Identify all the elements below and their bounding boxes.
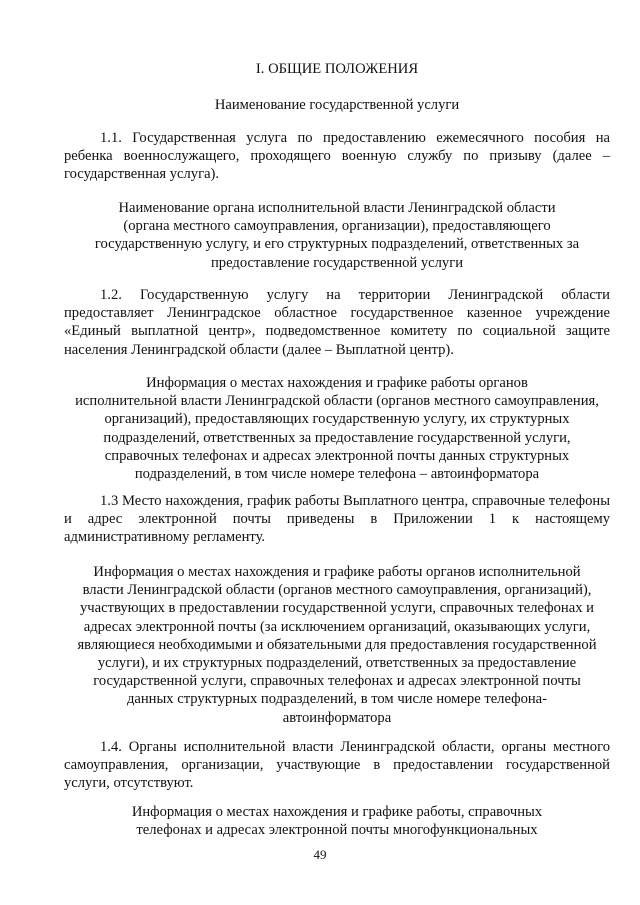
paragraph-1-2: 1.2. Государственную услугу на территории Ленинградской области предоставляет Ленинградское областное государственное казенное учреждение «Единый выплатной центр», подведомственное комитету по социальной защите населения Ленинградской области (далее – Выплатной центр).	[64, 287, 610, 358]
heading-info-locations-2: Информация о местах нахождения и графике работы органов исполнительной власти Ленинградской области (органов местного самоуправления, организаций), участвующих в предоставлении государственной услуги, справочных телефонах и адресах электронной почты (за исключением организаций, оказывающих услуги, являющиеся необходимыми и обязательными для предоставления государственной услуги), и их структурных подразделений, ответственных за предоставление государственной услуги, справочных телефонах и адресах электронной почты данных структурных подразделений, в том числе номере телефона- автоинформатора	[77, 564, 597, 726]
paragraph-1-4: 1.4. Органы исполнительной власти Ленинградской области, органы местного самоуправления, организации, участвующие в предоставлении государственной услуги, отсутствуют.	[64, 739, 610, 792]
heading-service-name: Наименование государственной услуги	[214, 97, 460, 113]
page-number: 49	[313, 847, 327, 862]
paragraph-1-3: 1.3 Место нахождения, график работы Выплатного центра, справочные телефоны и адрес электронной почты приведены в Приложении 1 к настоящему административному регламенту.	[64, 493, 610, 546]
heading-authority: Наименование органа исполнительной власти Ленинградской области (органа местного самоуправления, организации), предоставляющего государственную услугу, и его структурных подразделений, ответственных за предоставление государственной услуги	[94, 200, 580, 271]
section-title: I. ОБЩИЕ ПОЛОЖЕНИЯ	[255, 61, 419, 77]
heading-info-mfc: Информация о местах нахождения и графике работы, справочных телефонах и адресах электронной почты многофункциональных	[131, 804, 543, 839]
paragraph-1-1: 1.1. Государственная услуга по предоставлению ежемесячного пособия на ребенка военнослужащего, проходящего военную службу по призыву (далее – государственная услуга).	[64, 130, 610, 183]
heading-info-locations-1: Информация о местах нахождения и графике работы органов исполнительной власти Ленинградской области (органов местного самоуправления, организаций), предоставляющих государственную услугу, их структурных подразделений, ответственных за предоставление государственной услуги, справочных телефонах и адресах электронной почты данных структурных подразделений, в том числе номере телефона – автоинформатора	[75, 375, 599, 483]
